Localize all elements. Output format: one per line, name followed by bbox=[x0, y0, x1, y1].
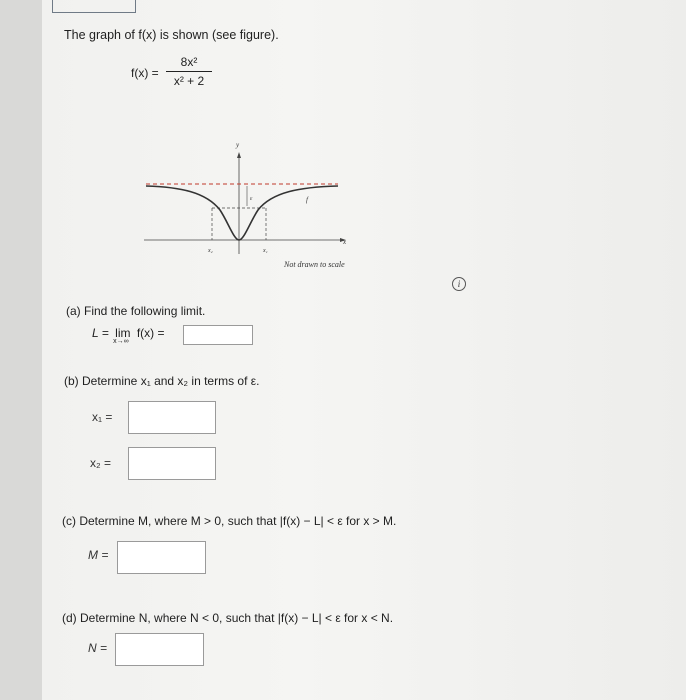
part-b-prompt: (b) Determine x₁ and x₂ in terms of ε. bbox=[64, 374, 260, 388]
epsilon-label: ε bbox=[250, 196, 253, 202]
m-answer-input[interactable] bbox=[117, 541, 206, 574]
y-axis-label: y bbox=[236, 141, 240, 149]
function-lhs: f(x) = bbox=[131, 66, 159, 80]
worksheet-page bbox=[42, 0, 686, 700]
function-curve bbox=[146, 186, 338, 240]
n-label: N = bbox=[88, 641, 108, 655]
limit-operator bbox=[113, 326, 131, 345]
x1-label: x₁ = bbox=[92, 410, 113, 424]
limit-answer-input[interactable] bbox=[183, 325, 253, 345]
n-answer-input[interactable] bbox=[115, 633, 204, 666]
lim-subscript: x→∞ bbox=[113, 338, 129, 345]
y-axis-arrow bbox=[237, 152, 241, 158]
part-a-prompt: (a) Find the following limit. bbox=[66, 304, 206, 318]
limit-expression bbox=[92, 326, 165, 345]
curve-label: f bbox=[306, 196, 308, 204]
problem-intro: The graph of f(x) is shown (see figure). bbox=[64, 28, 279, 42]
not-to-scale-note: Not drawn to scale bbox=[284, 260, 345, 269]
fraction-numerator: 8x² bbox=[180, 55, 198, 69]
part-d-prompt: (d) Determine N, where N < 0, such that |f(x) − L| < ε for x < N. bbox=[62, 611, 394, 625]
info-icon[interactable]: i bbox=[452, 277, 466, 291]
function-graph bbox=[140, 136, 355, 261]
function-fraction bbox=[166, 55, 212, 88]
m-label: M = bbox=[88, 548, 109, 562]
previous-answer-box-edge bbox=[52, 0, 136, 13]
limit-fx: f(x) = bbox=[136, 326, 165, 340]
limit-lhs: L = bbox=[92, 326, 109, 340]
x1-answer-input[interactable] bbox=[128, 401, 216, 434]
x2-tick-label: x₂ bbox=[208, 248, 213, 254]
lim-text: lim bbox=[115, 326, 131, 340]
part-c-prompt: (c) Determine M, where M > 0, such that |f(x) − L| < ε for x > M. bbox=[62, 514, 397, 528]
x2-label: x₂ = bbox=[90, 456, 111, 470]
fraction-denominator: x² + 2 bbox=[173, 74, 205, 88]
x2-answer-input[interactable] bbox=[128, 447, 216, 480]
x-axis-label: x bbox=[343, 238, 347, 246]
x1-tick-label: x₁ bbox=[263, 248, 268, 254]
